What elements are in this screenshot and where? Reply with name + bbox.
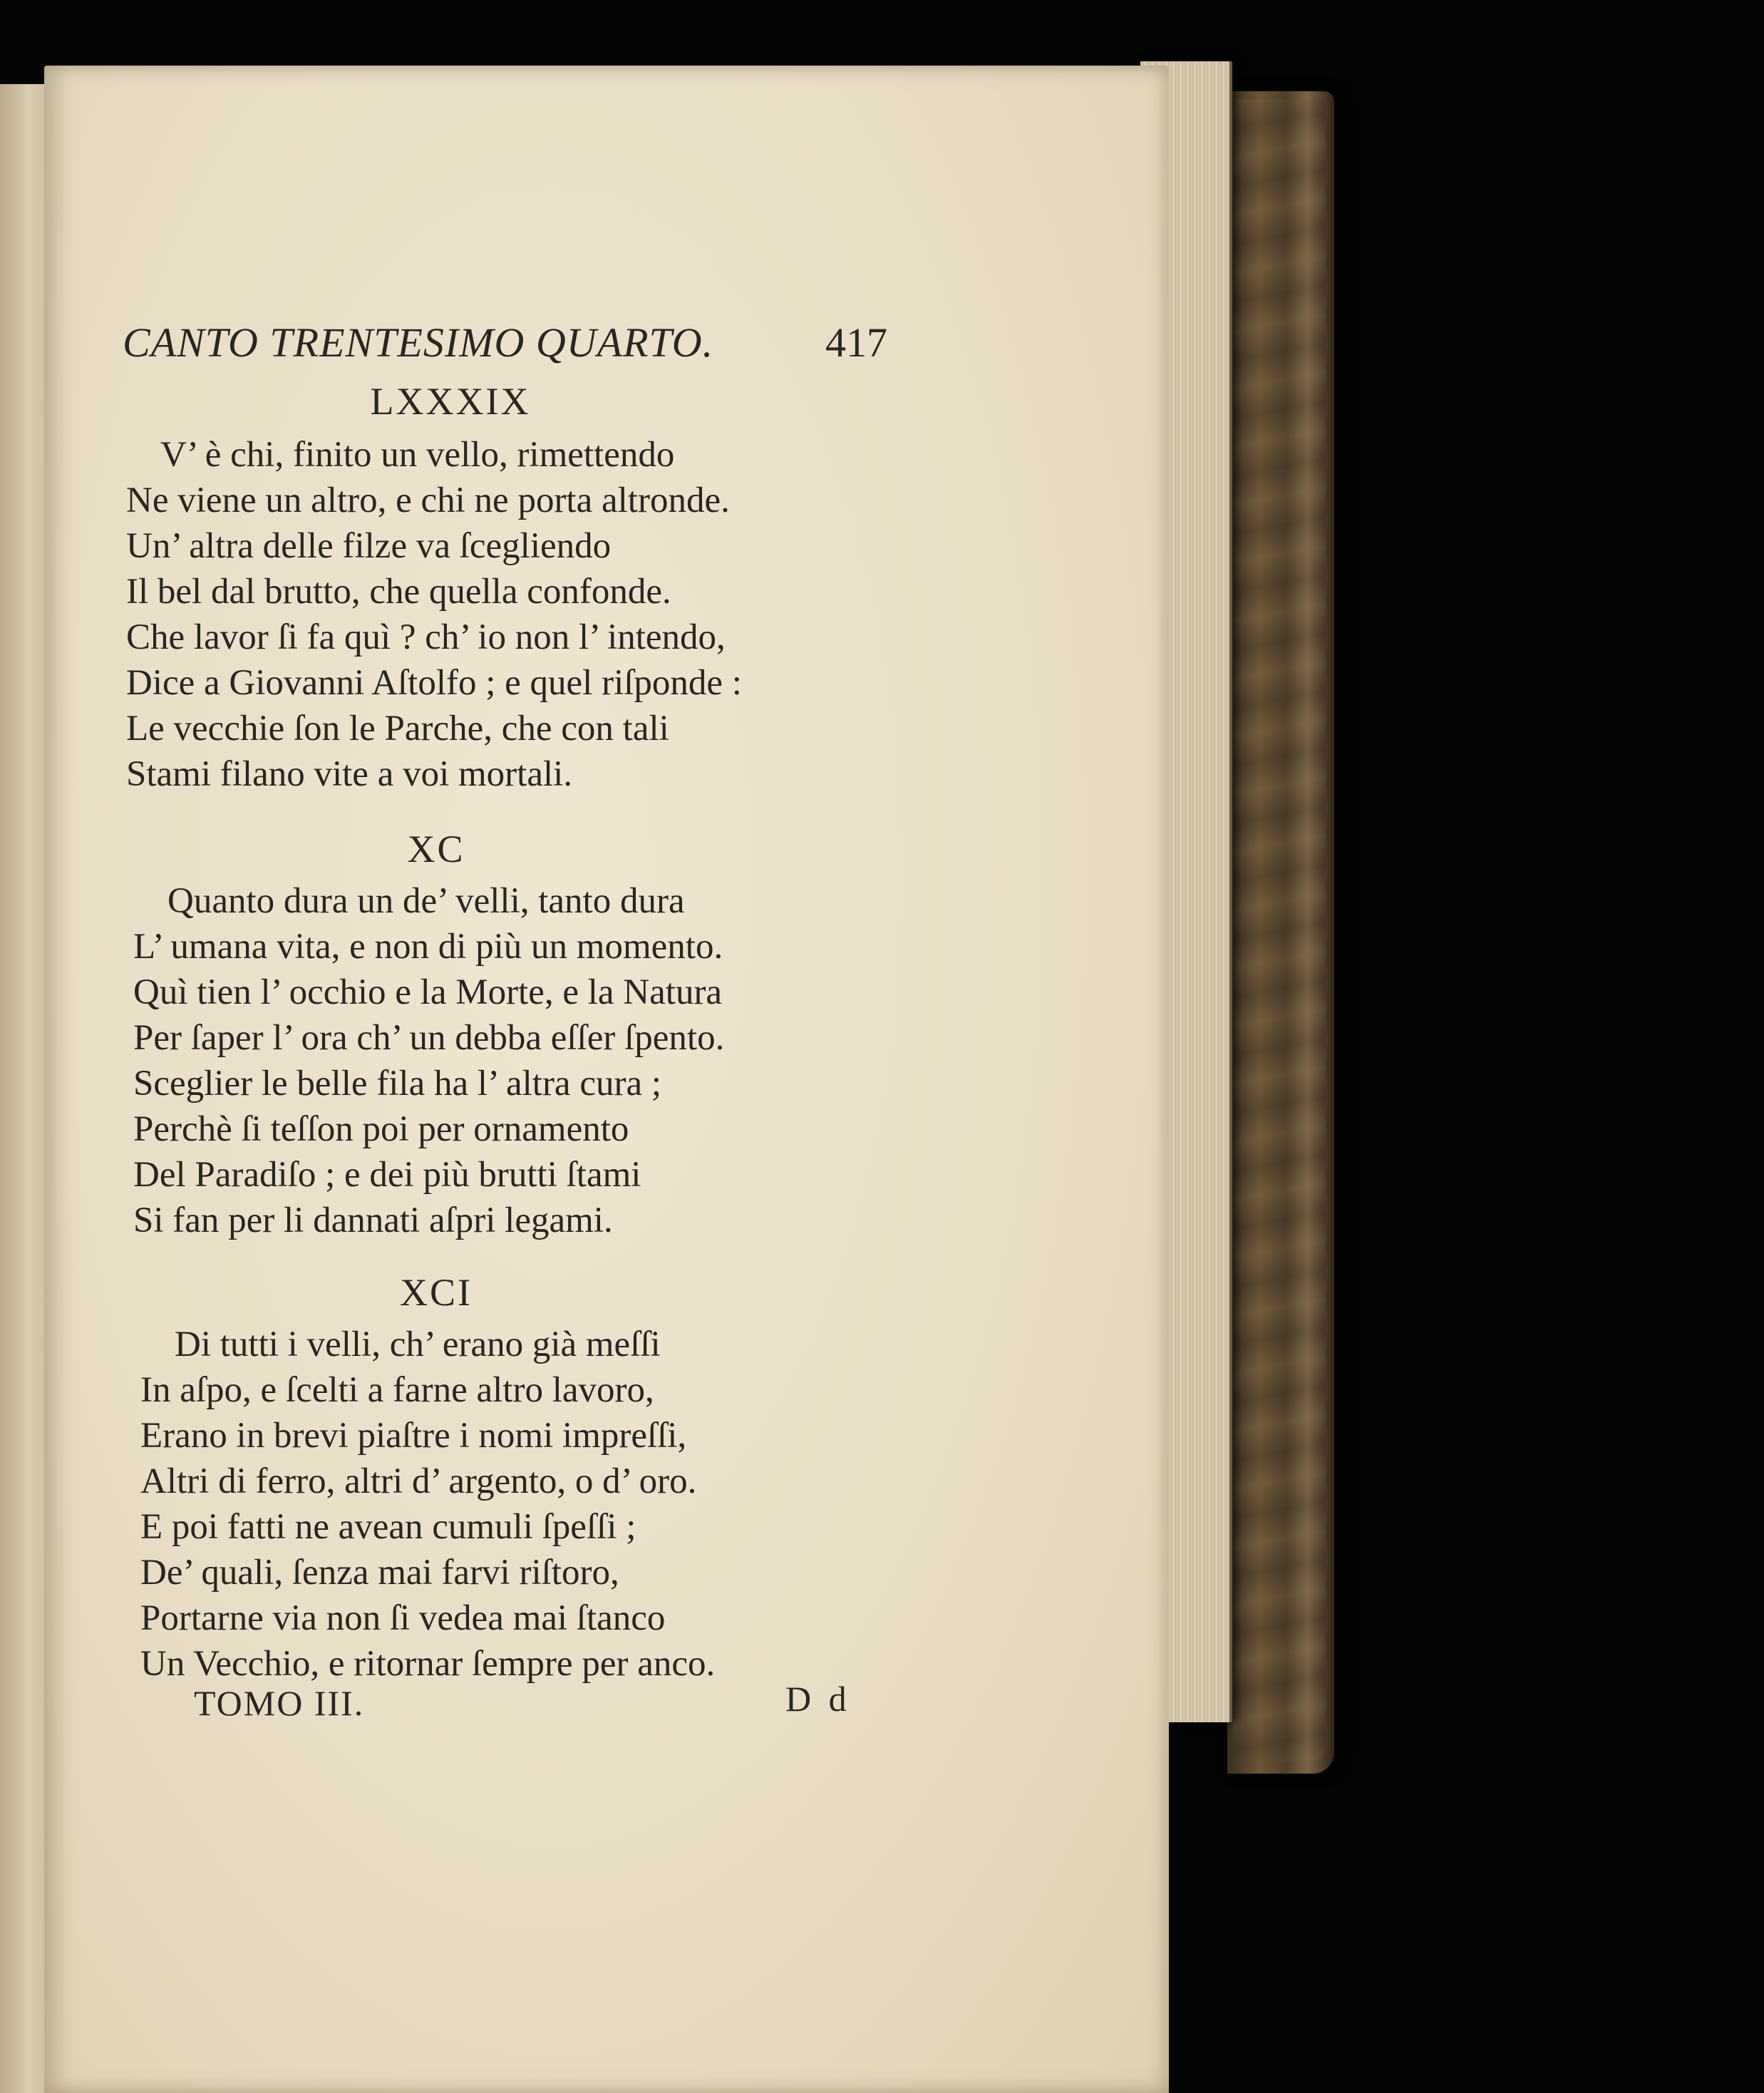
verse-line: Ne viene un altro, e chi ne porta altronde.	[126, 480, 730, 520]
running-title: CANTO TRENTESIMO QUARTO.	[123, 319, 714, 366]
verse-line: Il bel dal brutto, che quella confonde.	[126, 572, 671, 612]
verse-line: V’ è chi, finito un vello, rimettendo	[160, 435, 675, 475]
verse-line: E poi fatti ne avean cumuli ſpeſſi ;	[140, 1507, 636, 1547]
stanza-number: XC	[407, 828, 465, 870]
verse-line: Dice a Giovanni Aſtolfo ; e quel riſponde :	[126, 663, 742, 703]
verse-line: Un Vecchio, e ritornar ſempre per anco.	[140, 1644, 716, 1684]
facing-page-edge	[0, 84, 51, 2093]
verse-line: Per ſaper l’ ora ch’ un debba eſſer ſpento.	[133, 1018, 725, 1058]
stanza-verses	[133, 878, 724, 1243]
volume-label: TOMO III.	[194, 1683, 365, 1723]
verse-line: Quì tien l’ occhio e la Morte, e la Natura	[133, 972, 723, 1012]
verse-line: Erano in brevi piaſtre i nomi impreſſi,	[140, 1416, 687, 1456]
verse-line: L’ umana vita, e non di più un momento.	[133, 927, 723, 967]
page-text	[44, 66, 1169, 2093]
binding-texture	[1233, 100, 1326, 1761]
verse-line: Sceglier le belle fila ha l’ altra cura ;	[133, 1064, 661, 1104]
verse-line: Di tutti i velli, ch’ erano già meſſi	[175, 1325, 661, 1364]
verse-line: De’ quali, ſenza mai farvi riſtoro,	[140, 1553, 619, 1593]
page-number: 417	[825, 319, 887, 366]
stanza-number: LXXXIX	[370, 380, 531, 423]
verse-line: Quanto dura un de’ velli, tanto dura	[167, 881, 685, 921]
book-page	[44, 66, 1169, 2093]
verse-line: Del Paradiſo ; e dei più brutti ſtami	[133, 1155, 641, 1195]
verse-line: Portarne via non ſi vedea mai ſtanco	[140, 1598, 666, 1638]
stanza-verses	[140, 1322, 715, 1687]
verse-line: Che lavor ſi fa quì ? ch’ io non l’ intendo,	[126, 617, 726, 657]
verse-line: Si fan per li dannati aſpri legami.	[133, 1200, 613, 1240]
stanza-verses	[126, 432, 742, 797]
stanza-number: XCI	[400, 1271, 473, 1314]
verse-line: In aſpo, e ſcelti a farne altro lavoro,	[140, 1370, 654, 1410]
verse-line: Altri di ferro, altri d’ argento, o d’ oro.	[140, 1461, 697, 1501]
verse-line: Stami filano vite a voi mortali.	[126, 754, 573, 794]
verse-line: Perchè ſi teſſon poi per ornamento	[133, 1109, 629, 1149]
verse-line: Un’ altra delle filze va ſcegliendo	[126, 526, 612, 566]
signature-mark: D d	[785, 1679, 851, 1719]
verse-line: Le vecchie ſon le Parche, che con tali	[126, 709, 669, 749]
